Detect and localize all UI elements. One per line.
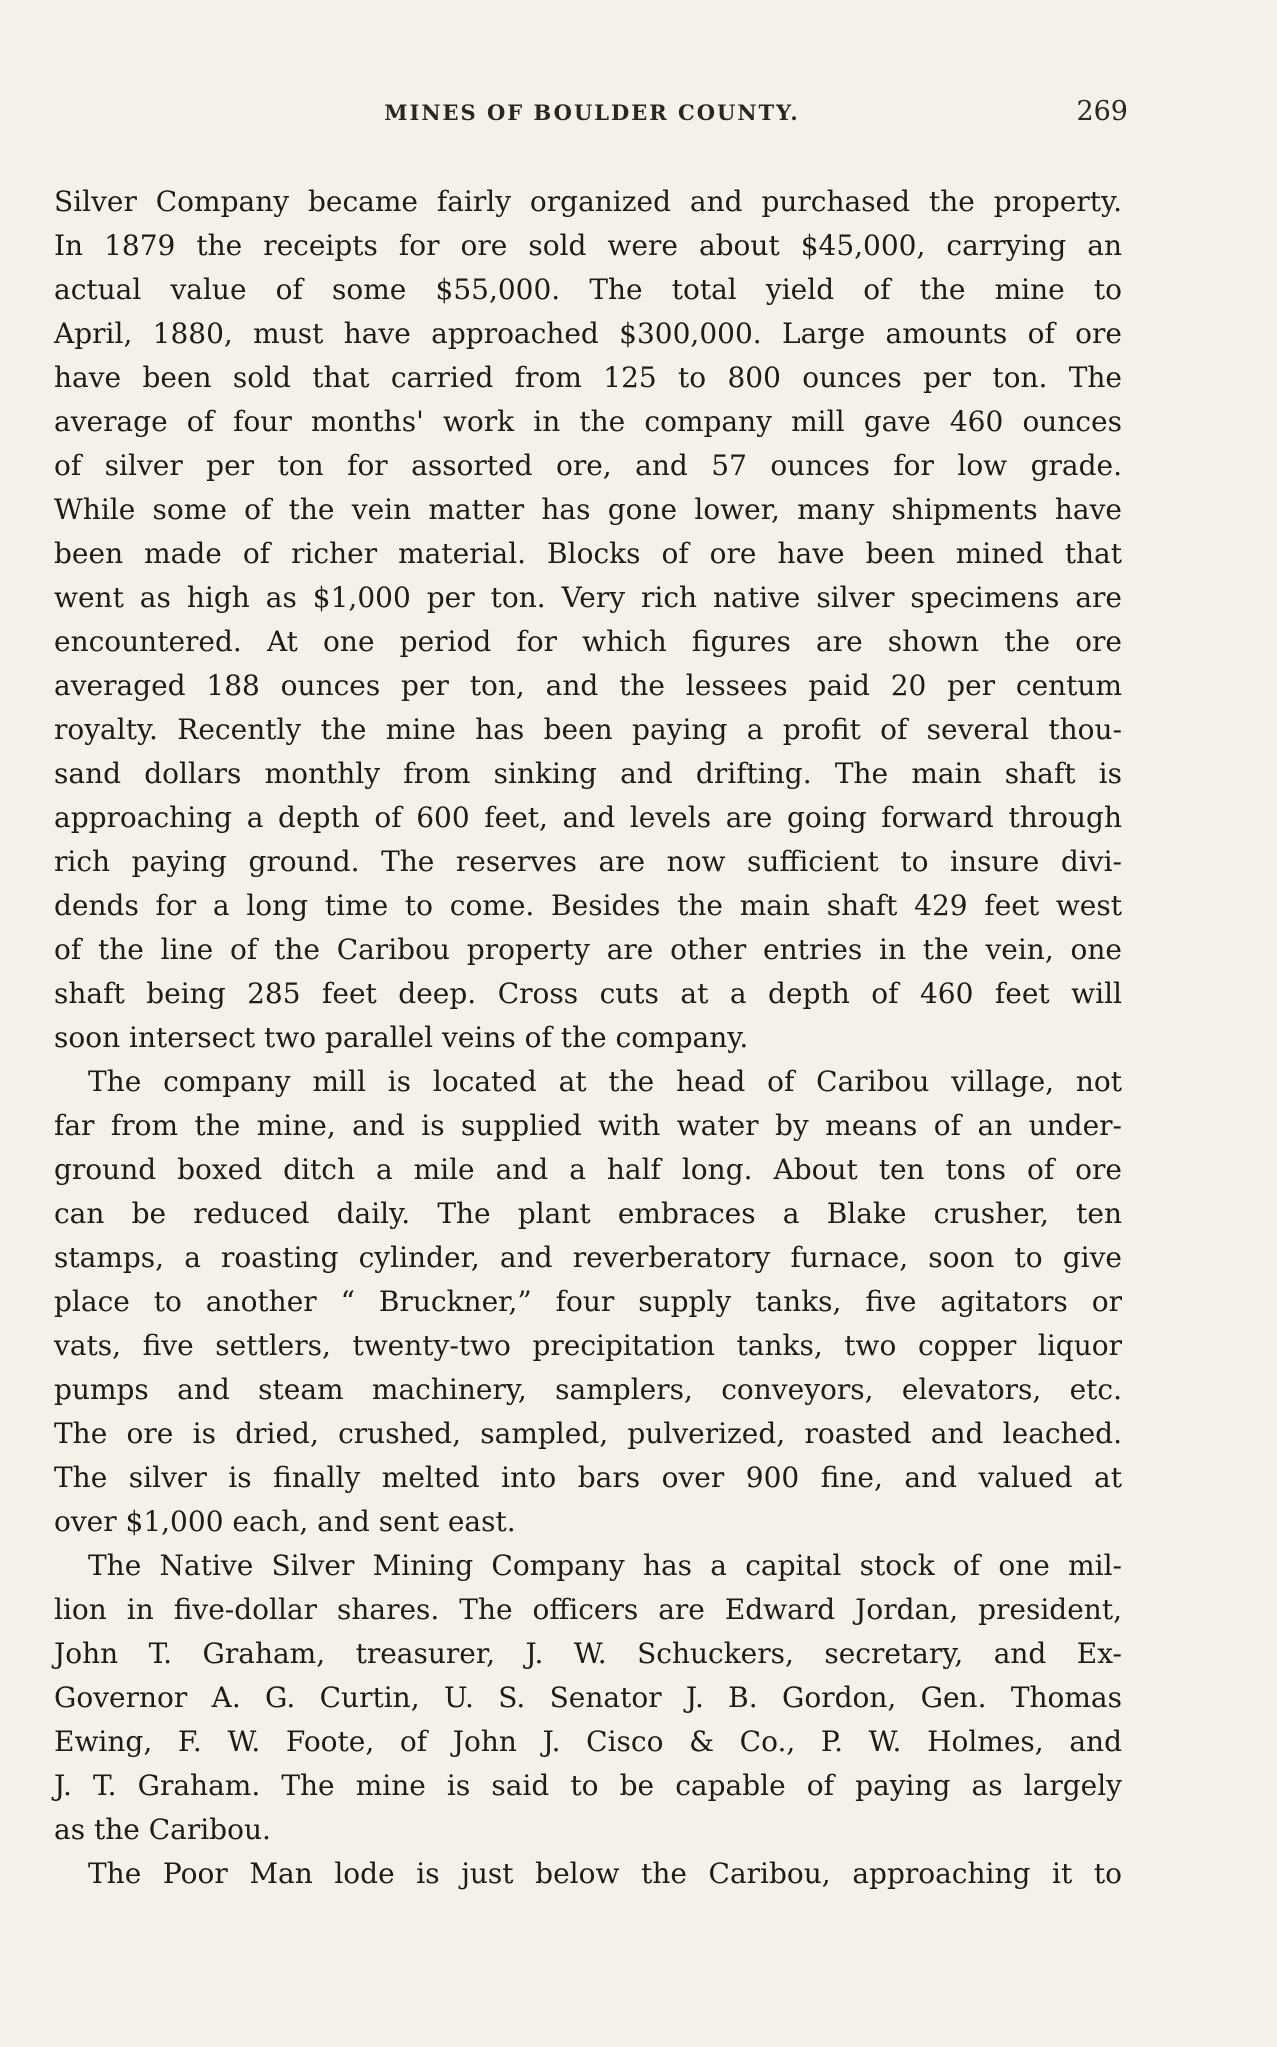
- text-line: royalty. Recently the mine has been paying a profit of several thou-: [54, 713, 1122, 746]
- running-head: [56, 98, 1128, 138]
- text-line: Ewing, F. W. Foote, of John J. Cisco & Co., P. W. Holmes, and: [54, 1725, 1122, 1758]
- text-line: averaged 188 ounces per ton, and the lessees paid 20 per centum: [54, 669, 1122, 702]
- text-line: The company mill is located at the head of Caribou village, not: [88, 1065, 1122, 1098]
- text-line: far from the mine, and is supplied with water by means of an under-: [54, 1109, 1122, 1142]
- text-line: as the Caribou.: [54, 1813, 271, 1846]
- text-line: pumps and steam machinery, samplers, conveyors, elevators, etc.: [54, 1373, 1122, 1406]
- text-line: The Native Silver Mining Company has a capital stock of one mil-: [88, 1549, 1122, 1582]
- text-line: April, 1880, must have approached $300,000. Large amounts of ore: [54, 317, 1122, 350]
- text-line: Governor A. G. Curtin, U. S. Senator J. B. Gordon, Gen. Thomas: [54, 1681, 1122, 1714]
- text-line: rich paying ground. The reserves are now sufficient to insure divi-: [54, 845, 1122, 878]
- text-line: of the line of the Caribou property are other entries in the vein, one: [54, 933, 1122, 966]
- paragraph: [54, 180, 1122, 1060]
- text-line: sand dollars monthly from sinking and drifting. The main shaft is: [54, 757, 1122, 790]
- text-line: John T. Graham, treasurer, J. W. Schuckers, secretary, and Ex-: [54, 1637, 1122, 1670]
- body-text: [54, 180, 1122, 1896]
- text-line: Silver Company became fairly organized and purchased the property.: [54, 185, 1122, 218]
- paragraph: [54, 1544, 1122, 1852]
- text-line: ground boxed ditch a mile and a half long. About ten tons of ore: [54, 1153, 1122, 1186]
- text-line: vats, five settlers, twenty-two precipitation tanks, two copper liquor: [54, 1329, 1122, 1362]
- text-line: over $1,000 each, and sent east.: [54, 1505, 516, 1538]
- text-line: In 1879 the receipts for ore sold were about $45,000, carrying an: [54, 229, 1122, 262]
- text-line: been made of richer material. Blocks of ore have been mined that: [54, 537, 1122, 570]
- text-line: While some of the vein matter has gone lower, many shipments have: [54, 493, 1122, 526]
- text-line: J. T. Graham. The mine is said to be capable of paying as largely: [54, 1769, 1122, 1802]
- paragraph: [54, 1852, 1122, 1896]
- text-line: soon intersect two parallel veins of the company.: [54, 1021, 749, 1054]
- text-line: The silver is finally melted into bars over 900 fine, and valued at: [54, 1461, 1122, 1494]
- running-title: MINES OF BOULDER COUNTY.: [384, 100, 800, 125]
- text-line: place to another “ Bruckner,” four supply tanks, five agitators or: [54, 1285, 1122, 1318]
- text-line: can be reduced daily. The plant embraces a Blake crusher, ten: [54, 1197, 1122, 1230]
- text-line: encountered. At one period for which figures are shown the ore: [54, 625, 1122, 658]
- text-line: average of four months' work in the company mill gave 460 ounces: [54, 405, 1122, 438]
- text-line: approaching a depth of 600 feet, and levels are going forward through: [54, 801, 1122, 834]
- text-line: The Poor Man lode is just below the Caribou, approaching it to: [88, 1857, 1122, 1890]
- text-line: lion in five-dollar shares. The officers are Edward Jordan, president,: [54, 1593, 1122, 1626]
- text-line: dends for a long time to come. Besides the main shaft 429 feet west: [54, 889, 1122, 922]
- paragraph: [54, 1060, 1122, 1544]
- page-number: 269: [1076, 96, 1128, 127]
- text-line: actual value of some $55,000. The total yield of the mine to: [54, 273, 1122, 306]
- text-line: shaft being 285 feet deep. Cross cuts at a depth of 460 feet will: [54, 977, 1122, 1010]
- text-line: The ore is dried, crushed, sampled, pulverized, roasted and leached.: [54, 1417, 1122, 1450]
- text-line: stamps, a roasting cylinder, and reverberatory furnace, soon to give: [54, 1241, 1122, 1274]
- text-line: went as high as $1,000 per ton. Very rich native silver specimens are: [54, 581, 1122, 614]
- text-line: of silver per ton for assorted ore, and 57 ounces for low grade.: [54, 449, 1122, 482]
- text-line: have been sold that carried from 125 to 800 ounces per ton. The: [54, 361, 1122, 394]
